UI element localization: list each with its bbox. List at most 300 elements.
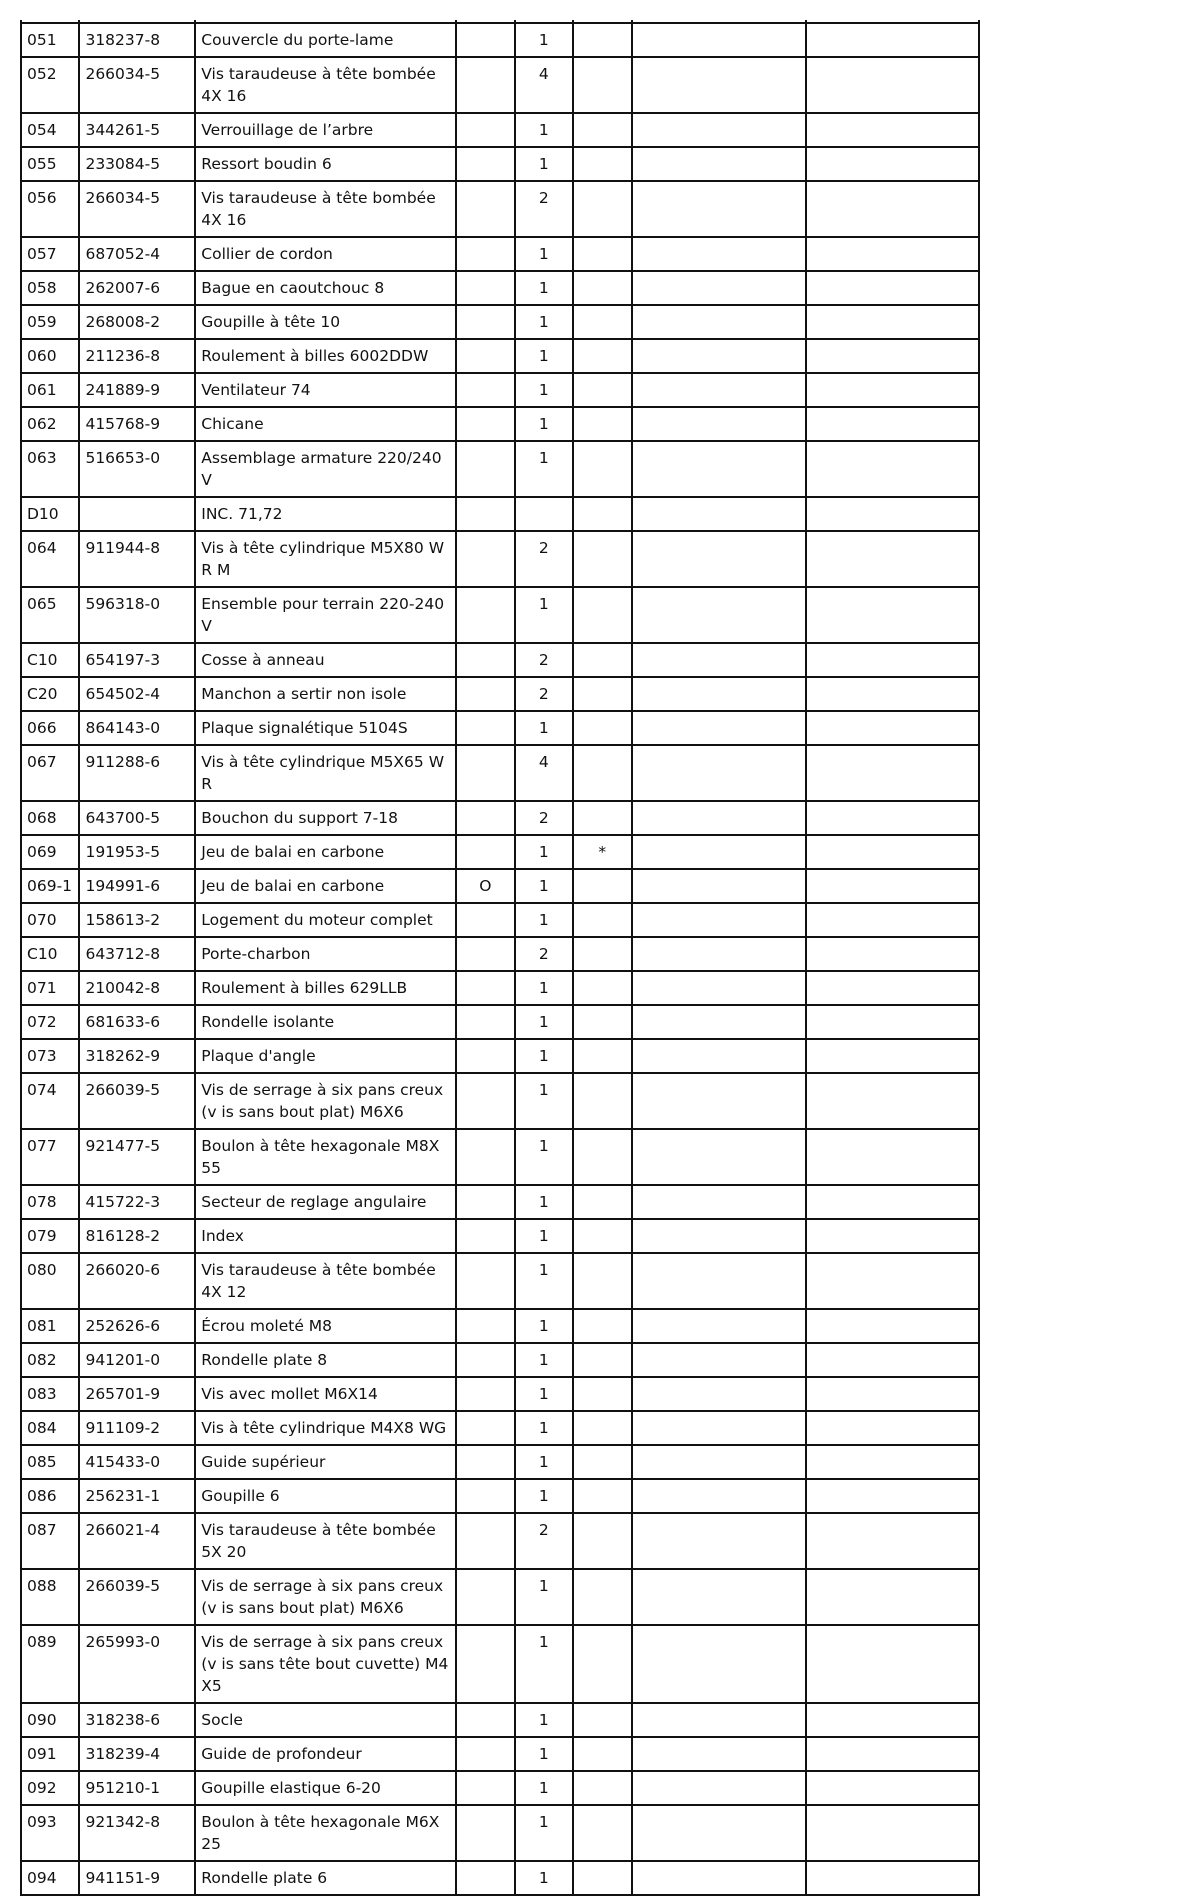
mark-cell	[456, 147, 514, 181]
empty-cell	[806, 801, 979, 835]
empty-cell	[632, 1737, 806, 1771]
part-number-cell: 191953-5	[79, 835, 195, 869]
mark-cell	[456, 373, 514, 407]
item-number-cell: 091	[21, 1737, 79, 1771]
description-cell: Boulon à tête hexagonale M6X25	[195, 1805, 456, 1861]
item-number-cell: 062	[21, 407, 79, 441]
empty-cell	[632, 1625, 806, 1703]
empty-cell	[806, 1129, 979, 1185]
empty-cell	[806, 1569, 979, 1625]
description-cell: Couvercle du porte-lame	[195, 23, 456, 57]
quantity-cell: 1	[515, 305, 573, 339]
quantity-cell: 1	[515, 23, 573, 57]
table-row	[21, 1625, 979, 1703]
empty-cell	[806, 1625, 979, 1703]
table-row	[21, 1737, 979, 1771]
table-row	[21, 1513, 979, 1569]
description-cell: Jeu de balai en carbone	[195, 835, 456, 869]
empty-cell	[632, 1039, 806, 1073]
empty-cell	[632, 531, 806, 587]
quantity-cell: 1	[515, 113, 573, 147]
quantity-cell: 4	[515, 57, 573, 113]
note-cell	[573, 339, 631, 373]
note-cell	[573, 1411, 631, 1445]
description-cell: Vis de serrage à six pans creux (v is sans bout plat) M6X6	[195, 1073, 456, 1129]
empty-cell	[806, 1343, 979, 1377]
part-number-cell: 194991-6	[79, 869, 195, 903]
note-cell	[573, 1005, 631, 1039]
item-number-cell: 070	[21, 903, 79, 937]
table-row	[21, 113, 979, 147]
empty-cell	[806, 1185, 979, 1219]
empty-cell	[806, 1039, 979, 1073]
item-number-cell: 061	[21, 373, 79, 407]
mark-cell	[456, 57, 514, 113]
description-cell: Secteur de reglage angulaire	[195, 1185, 456, 1219]
note-cell	[573, 1569, 631, 1625]
description-cell: INC. 71,72	[195, 497, 456, 531]
item-number-cell: 080	[21, 1253, 79, 1309]
quantity-cell: 1	[515, 869, 573, 903]
empty-cell	[806, 271, 979, 305]
part-number-cell: 318237-8	[79, 23, 195, 57]
quantity-cell: 1	[515, 1377, 573, 1411]
empty-cell	[806, 1445, 979, 1479]
mark-cell: O	[456, 869, 514, 903]
part-number-cell: 687052-4	[79, 237, 195, 271]
note-cell	[573, 441, 631, 497]
empty-cell	[632, 643, 806, 677]
description-cell: Porte-charbon	[195, 937, 456, 971]
empty-cell	[632, 1411, 806, 1445]
note-cell	[573, 113, 631, 147]
empty-cell	[632, 497, 806, 531]
item-number-cell: 094	[21, 1861, 79, 1895]
table-row	[21, 869, 979, 903]
note-cell	[573, 1771, 631, 1805]
note-cell	[573, 745, 631, 801]
table-row	[21, 1253, 979, 1309]
empty-cell	[632, 339, 806, 373]
quantity-cell: 1	[515, 971, 573, 1005]
quantity-cell: 1	[515, 1253, 573, 1309]
item-number-cell: 056	[21, 181, 79, 237]
item-number-cell: 087	[21, 1513, 79, 1569]
part-number-cell: 816128-2	[79, 1219, 195, 1253]
table-row	[21, 1129, 979, 1185]
note-cell	[573, 971, 631, 1005]
part-number-cell: 643712-8	[79, 937, 195, 971]
empty-cell	[806, 237, 979, 271]
item-number-cell: 072	[21, 1005, 79, 1039]
table-row	[21, 1703, 979, 1737]
part-number-cell: 265701-9	[79, 1377, 195, 1411]
item-number-cell: 067	[21, 745, 79, 801]
note-cell	[573, 677, 631, 711]
description-cell: Index	[195, 1219, 456, 1253]
note-cell	[573, 711, 631, 745]
description-cell: Bague en caoutchouc 8	[195, 271, 456, 305]
mark-cell	[456, 305, 514, 339]
note-cell	[573, 181, 631, 237]
part-number-cell: 516653-0	[79, 441, 195, 497]
empty-cell	[806, 1377, 979, 1411]
quantity-cell: 2	[515, 801, 573, 835]
quantity-cell: 1	[515, 1771, 573, 1805]
mark-cell	[456, 1445, 514, 1479]
item-number-cell: 083	[21, 1377, 79, 1411]
part-number-cell: 911944-8	[79, 531, 195, 587]
item-number-cell: 090	[21, 1703, 79, 1737]
description-cell: Goupille elastique 6-20	[195, 1771, 456, 1805]
item-number-cell: 063	[21, 441, 79, 497]
table-row	[21, 1771, 979, 1805]
item-number-cell: 066	[21, 711, 79, 745]
table-row	[21, 1805, 979, 1861]
quantity-cell: 1	[515, 1479, 573, 1513]
mark-cell	[456, 407, 514, 441]
mark-cell	[456, 1309, 514, 1343]
description-cell: Vis taraudeuse à tête bombée 4X 16	[195, 57, 456, 113]
empty-cell	[806, 1309, 979, 1343]
table-row	[21, 971, 979, 1005]
quantity-cell: 1	[515, 1073, 573, 1129]
note-cell	[573, 1625, 631, 1703]
item-number-cell: 057	[21, 237, 79, 271]
description-cell: Ensemble pour terrain 220-240V	[195, 587, 456, 643]
empty-cell	[632, 801, 806, 835]
note-cell	[573, 1445, 631, 1479]
description-cell: Collier de cordon	[195, 237, 456, 271]
mark-cell	[456, 1005, 514, 1039]
empty-cell	[632, 1479, 806, 1513]
note-cell	[573, 801, 631, 835]
table-row	[21, 1219, 979, 1253]
note-cell	[573, 643, 631, 677]
empty-cell	[632, 1861, 806, 1895]
table-row	[21, 677, 979, 711]
quantity-cell: 1	[515, 1129, 573, 1185]
quantity-cell: 1	[515, 1343, 573, 1377]
mark-cell	[456, 1513, 514, 1569]
empty-cell	[632, 677, 806, 711]
mark-cell	[456, 745, 514, 801]
mark-cell	[456, 1185, 514, 1219]
quantity-cell: 2	[515, 677, 573, 711]
mark-cell	[456, 1569, 514, 1625]
empty-cell	[632, 1805, 806, 1861]
quantity-cell: 1	[515, 835, 573, 869]
part-number-cell: 318262-9	[79, 1039, 195, 1073]
table-row	[21, 373, 979, 407]
part-number-cell: 654197-3	[79, 643, 195, 677]
table-row	[21, 903, 979, 937]
item-number-cell: 065	[21, 587, 79, 643]
empty-cell	[806, 971, 979, 1005]
note-cell	[573, 305, 631, 339]
part-number-cell: 266034-5	[79, 57, 195, 113]
note-cell	[573, 1861, 631, 1895]
empty-cell	[632, 1703, 806, 1737]
part-number-cell: 941151-9	[79, 1861, 195, 1895]
table-row	[21, 711, 979, 745]
table-row	[21, 531, 979, 587]
empty-cell	[632, 1129, 806, 1185]
quantity-cell: 1	[515, 1737, 573, 1771]
part-number-cell: 241889-9	[79, 373, 195, 407]
empty-cell	[806, 1513, 979, 1569]
description-cell: Socle	[195, 1703, 456, 1737]
table-row	[21, 305, 979, 339]
empty-cell	[632, 441, 806, 497]
item-number-cell: C10	[21, 937, 79, 971]
empty-cell	[632, 1005, 806, 1039]
quantity-cell: 1	[515, 271, 573, 305]
mark-cell	[456, 237, 514, 271]
description-cell: Guide supérieur	[195, 1445, 456, 1479]
description-cell: Vis de serrage à six pans creux (v is sans bout plat) M6X6	[195, 1569, 456, 1625]
empty-cell	[632, 57, 806, 113]
mark-cell	[456, 1377, 514, 1411]
mark-cell	[456, 23, 514, 57]
parts-list-table	[20, 20, 980, 1896]
description-cell: Vis à tête cylindrique M5X80 WR M	[195, 531, 456, 587]
item-number-cell: D10	[21, 497, 79, 531]
note-cell	[573, 1343, 631, 1377]
quantity-cell: 1	[515, 373, 573, 407]
description-cell: Rondelle plate 6	[195, 1861, 456, 1895]
note-cell	[573, 1377, 631, 1411]
quantity-cell: 1	[515, 1039, 573, 1073]
mark-cell	[456, 971, 514, 1005]
mark-cell	[456, 1771, 514, 1805]
description-cell: Bouchon du support 7-18	[195, 801, 456, 835]
mark-cell	[456, 181, 514, 237]
mark-cell	[456, 711, 514, 745]
empty-cell	[806, 407, 979, 441]
item-number-cell: 081	[21, 1309, 79, 1343]
empty-cell	[806, 1253, 979, 1309]
note-cell	[573, 271, 631, 305]
quantity-cell: 2	[515, 1513, 573, 1569]
mark-cell	[456, 835, 514, 869]
empty-cell	[632, 181, 806, 237]
empty-cell	[632, 113, 806, 147]
empty-cell	[632, 937, 806, 971]
part-number-cell: 252626-6	[79, 1309, 195, 1343]
empty-cell	[806, 1737, 979, 1771]
table-row	[21, 1861, 979, 1895]
mark-cell	[456, 1861, 514, 1895]
empty-cell	[806, 497, 979, 531]
part-number-cell: 596318-0	[79, 587, 195, 643]
item-number-cell: 079	[21, 1219, 79, 1253]
empty-cell	[632, 745, 806, 801]
note-cell	[573, 1129, 631, 1185]
note-cell	[573, 237, 631, 271]
part-number-cell: 654502-4	[79, 677, 195, 711]
item-number-cell: 077	[21, 1129, 79, 1185]
empty-cell	[632, 869, 806, 903]
part-number-cell: 262007-6	[79, 271, 195, 305]
part-number-cell: 681633-6	[79, 1005, 195, 1039]
empty-cell	[632, 1377, 806, 1411]
quantity-cell: 1	[515, 903, 573, 937]
note-cell	[573, 1513, 631, 1569]
mark-cell	[456, 587, 514, 643]
table-row	[21, 271, 979, 305]
table-row	[21, 23, 979, 57]
table-row	[21, 587, 979, 643]
part-number-cell: 643700-5	[79, 801, 195, 835]
description-cell: Vis avec mollet M6X14	[195, 1377, 456, 1411]
part-number-cell	[79, 497, 195, 531]
item-number-cell: 064	[21, 531, 79, 587]
table-row	[21, 801, 979, 835]
empty-cell	[806, 373, 979, 407]
table-row	[21, 1377, 979, 1411]
table-row	[21, 745, 979, 801]
empty-cell	[632, 711, 806, 745]
quantity-cell: 1	[515, 1219, 573, 1253]
mark-cell	[456, 677, 514, 711]
empty-cell	[632, 835, 806, 869]
quantity-cell: 1	[515, 1805, 573, 1861]
empty-cell	[806, 1805, 979, 1861]
mark-cell	[456, 1129, 514, 1185]
description-cell: Ventilateur 74	[195, 373, 456, 407]
empty-cell	[632, 1185, 806, 1219]
description-cell: Rondelle isolante	[195, 1005, 456, 1039]
quantity-cell: 1	[515, 147, 573, 181]
quantity-cell: 1	[515, 587, 573, 643]
description-cell: Goupille 6	[195, 1479, 456, 1513]
mark-cell	[456, 1343, 514, 1377]
empty-cell	[632, 1513, 806, 1569]
note-cell	[573, 497, 631, 531]
note-cell	[573, 1479, 631, 1513]
description-cell: Chicane	[195, 407, 456, 441]
mark-cell	[456, 801, 514, 835]
empty-cell	[806, 869, 979, 903]
mark-cell	[456, 1219, 514, 1253]
item-number-cell: 051	[21, 23, 79, 57]
empty-cell	[806, 1861, 979, 1895]
description-cell: Goupille à tête 10	[195, 305, 456, 339]
part-number-cell: 210042-8	[79, 971, 195, 1005]
table-row	[21, 1073, 979, 1129]
quantity-cell: 1	[515, 339, 573, 373]
item-number-cell: 089	[21, 1625, 79, 1703]
note-cell	[573, 937, 631, 971]
mark-cell	[456, 339, 514, 373]
quantity-cell: 4	[515, 745, 573, 801]
empty-cell	[806, 57, 979, 113]
mark-cell	[456, 271, 514, 305]
table-row	[21, 57, 979, 113]
item-number-cell: 078	[21, 1185, 79, 1219]
item-number-cell: 071	[21, 971, 79, 1005]
quantity-cell: 1	[515, 441, 573, 497]
table-row	[21, 441, 979, 497]
item-number-cell: 069	[21, 835, 79, 869]
table-row	[21, 1445, 979, 1479]
part-number-cell: 921477-5	[79, 1129, 195, 1185]
empty-cell	[632, 971, 806, 1005]
description-cell: Jeu de balai en carbone	[195, 869, 456, 903]
empty-cell	[806, 1411, 979, 1445]
description-cell: Verrouillage de l’arbre	[195, 113, 456, 147]
note-cell	[573, 1039, 631, 1073]
item-number-cell: 073	[21, 1039, 79, 1073]
part-number-cell: 266039-5	[79, 1569, 195, 1625]
table-row	[21, 339, 979, 373]
note-cell	[573, 1073, 631, 1129]
description-cell: Plaque d'angle	[195, 1039, 456, 1073]
item-number-cell: 058	[21, 271, 79, 305]
item-number-cell: C10	[21, 643, 79, 677]
note-cell	[573, 407, 631, 441]
mark-cell	[456, 1703, 514, 1737]
empty-cell	[632, 1343, 806, 1377]
empty-cell	[632, 271, 806, 305]
empty-cell	[806, 745, 979, 801]
empty-cell	[806, 937, 979, 971]
empty-cell	[632, 1219, 806, 1253]
parts-table-body	[21, 20, 979, 1895]
part-number-cell: 344261-5	[79, 113, 195, 147]
table-row	[21, 1479, 979, 1513]
empty-cell	[806, 587, 979, 643]
note-cell	[573, 587, 631, 643]
item-number-cell: 082	[21, 1343, 79, 1377]
quantity-cell: 2	[515, 181, 573, 237]
empty-cell	[806, 531, 979, 587]
table-row	[21, 643, 979, 677]
note-cell	[573, 1253, 631, 1309]
table-row	[21, 1005, 979, 1039]
mark-cell	[456, 937, 514, 971]
mark-cell	[456, 1411, 514, 1445]
quantity-cell: 1	[515, 711, 573, 745]
item-number-cell: 052	[21, 57, 79, 113]
part-number-cell: 415433-0	[79, 1445, 195, 1479]
mark-cell	[456, 1073, 514, 1129]
mark-cell	[456, 113, 514, 147]
part-number-cell: 266034-5	[79, 181, 195, 237]
empty-cell	[806, 903, 979, 937]
item-number-cell: 085	[21, 1445, 79, 1479]
note-cell	[573, 23, 631, 57]
note-cell	[573, 1219, 631, 1253]
description-cell: Manchon a sertir non isole	[195, 677, 456, 711]
item-number-cell: C20	[21, 677, 79, 711]
empty-cell	[806, 1771, 979, 1805]
part-number-cell: 951210-1	[79, 1771, 195, 1805]
item-number-cell: 092	[21, 1771, 79, 1805]
empty-cell	[806, 339, 979, 373]
table-row	[21, 1309, 979, 1343]
quantity-cell: 2	[515, 531, 573, 587]
empty-cell	[806, 1005, 979, 1039]
part-number-cell: 211236-8	[79, 339, 195, 373]
empty-cell	[632, 587, 806, 643]
note-cell	[573, 869, 631, 903]
part-number-cell: 256231-1	[79, 1479, 195, 1513]
quantity-cell: 1	[515, 1703, 573, 1737]
item-number-cell: 059	[21, 305, 79, 339]
mark-cell	[456, 903, 514, 937]
